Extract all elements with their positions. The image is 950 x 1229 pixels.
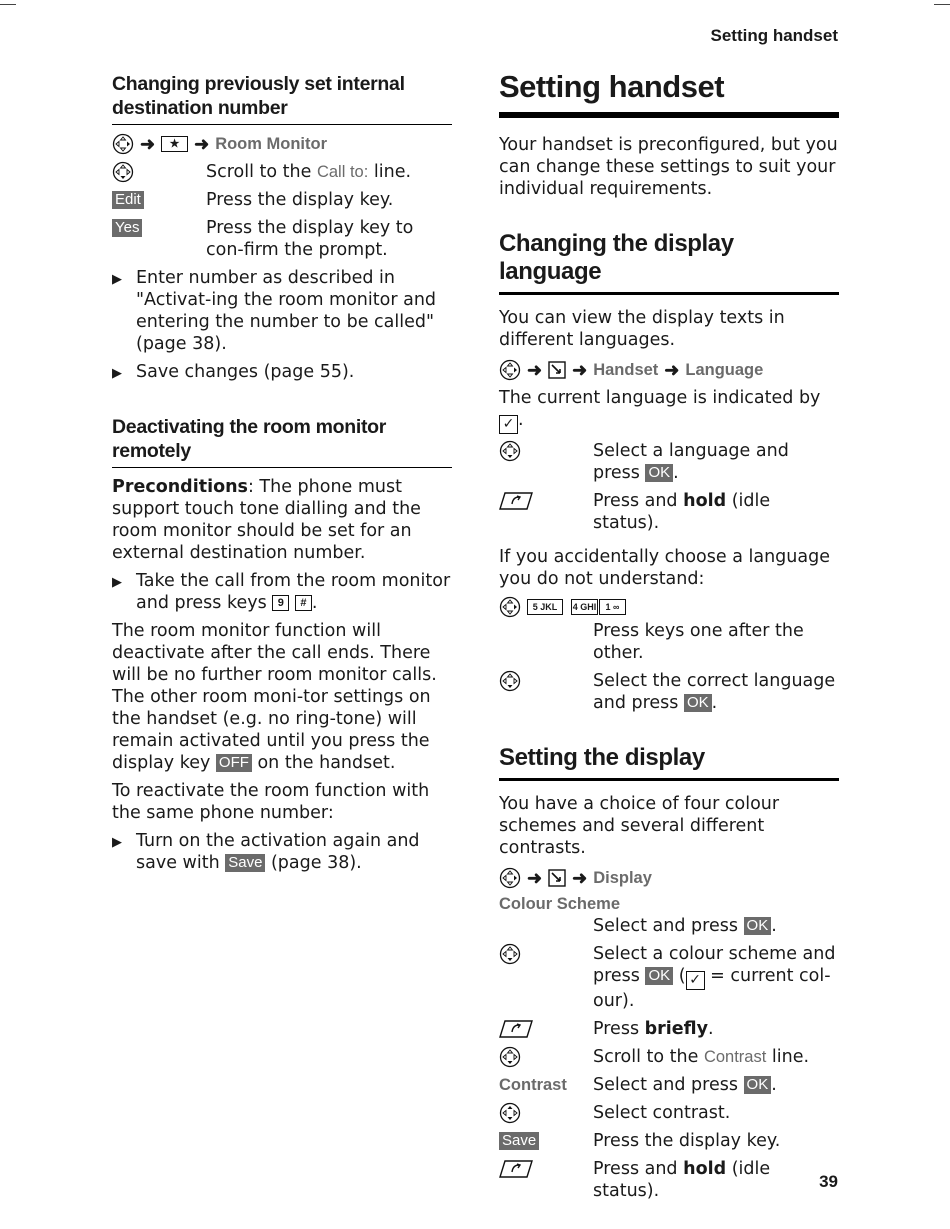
control-key-down-icon	[112, 161, 134, 183]
paragraph: If you accidentally choose a language you do not understand:	[499, 547, 830, 589]
off-softkey: OFF	[216, 754, 252, 772]
checkmark-icon: ✓	[499, 415, 518, 434]
checkmark-icon: ✓	[686, 971, 705, 990]
page-number: 39	[819, 1172, 838, 1191]
bullet-triangle-icon: ▶	[112, 272, 122, 287]
key-4-icon: 4 GHI	[571, 599, 598, 615]
control-key-down-icon	[499, 670, 521, 692]
key-5-icon: 5 JKL	[527, 599, 563, 615]
save-softkey: Save	[225, 854, 265, 872]
instruction-row: Select a language and press OK .	[499, 440, 839, 484]
paragraph: You can view the display texts in different languages.	[499, 308, 785, 350]
paragraph: The current language is indicated by ✓ .	[499, 388, 821, 432]
bullet-item: ▶ Take the call from the room monitor and press keys 9 # .	[112, 571, 451, 613]
page-title: Setting handset	[499, 70, 839, 118]
paragraph: You have a choice of four colour schemes and several different contrasts.	[499, 794, 780, 858]
menu-item-contrast-label: Contrast	[499, 1076, 567, 1094]
section-heading: Changing the display language	[499, 230, 839, 295]
left-column	[112, 72, 452, 874]
end-call-key-icon	[499, 492, 533, 510]
key-1-icon: 1 ∞	[599, 599, 626, 615]
control-key-right-icon	[499, 867, 521, 889]
edit-softkey: Edit	[112, 191, 144, 209]
menu-path	[499, 359, 839, 381]
paragraph: Your handset is preconfigured, but you can change these settings to suit your individual requirements.	[499, 135, 838, 199]
save-softkey: Save	[499, 1132, 539, 1150]
instruction-row: Save Press the display key.	[499, 1130, 839, 1152]
instruction-row: Yes Press the display key to con-firm the prompt.	[112, 217, 452, 261]
instruction-row: Select contrast.	[499, 1102, 839, 1124]
arrow-icon: ➜	[194, 134, 210, 154]
instruction-row: Press briefly.	[499, 1018, 839, 1040]
arrow-icon: ➜	[572, 868, 588, 888]
control-key-right-icon	[499, 359, 521, 381]
instruction-row: Scroll to the Contrast line.	[499, 1046, 839, 1068]
control-key-right-icon	[499, 596, 521, 618]
arrow-icon: ➜	[572, 360, 588, 380]
paragraph: To reactivate the room function with the same phone number:	[112, 781, 430, 823]
bullet-item: ▶ Enter number as described in "Activat-ing the room monitor and entering the number to be called" (page 38).	[112, 268, 437, 354]
menu-item-contrast: Contrast	[703, 1048, 767, 1066]
control-key-down-icon	[499, 440, 521, 462]
section-heading: Deactivating the room monitor remotely	[112, 415, 452, 468]
ok-softkey: OK	[744, 1076, 772, 1094]
control-key-down-icon	[499, 943, 521, 965]
arrow-icon: ➜	[527, 360, 543, 380]
menu-item-room-monitor: Room Monitor	[215, 135, 327, 153]
bullet-triangle-icon: ▶	[112, 835, 122, 850]
section-heading: Setting the display	[499, 744, 839, 781]
menu-item-call-to: Call to:	[316, 163, 369, 181]
bullet-triangle-icon: ▶	[112, 575, 122, 590]
menu-path	[499, 867, 839, 889]
ok-softkey: OK	[645, 464, 673, 482]
star-key-icon: ★	[161, 136, 188, 152]
end-call-key-icon	[499, 1020, 533, 1038]
key-9-icon: 9	[272, 595, 289, 611]
settings-tool-icon	[548, 361, 566, 379]
hash-key-icon: #	[295, 595, 312, 611]
crop-mark	[0, 4, 16, 5]
instruction-row: Scroll to the Call to: line.	[112, 161, 452, 183]
instruction-row: Press keys one after the other.	[593, 621, 804, 663]
control-key-right-icon	[112, 133, 134, 155]
menu-item-handset: Handset	[593, 361, 659, 379]
instruction-row: Edit Press the display key.	[112, 189, 452, 211]
bullet-item: ▶ Save changes (page 55).	[112, 361, 452, 385]
running-header: Setting handset	[710, 26, 838, 45]
control-key-down-icon	[499, 1046, 521, 1068]
crop-mark	[934, 4, 950, 5]
control-key-up-down-icon	[499, 1102, 521, 1124]
bullet-triangle-icon: ▶	[112, 366, 122, 381]
bullet-item: ▶ Turn on the activation again and save with Save (page 38).	[112, 831, 420, 873]
section-heading: Changing previously set internal destination number	[112, 72, 452, 125]
yes-softkey: Yes	[112, 219, 142, 237]
menu-item-colour-scheme: Colour Scheme	[499, 895, 621, 913]
menu-path	[112, 133, 452, 155]
end-call-key-icon	[499, 1160, 533, 1178]
menu-item-display: Display	[593, 869, 652, 887]
instruction-row: Press and hold (idle status).	[499, 490, 839, 534]
key-sequence	[499, 596, 839, 618]
arrow-icon: ➜	[527, 868, 543, 888]
menu-item-language: Language	[685, 361, 764, 379]
arrow-icon: ➜	[140, 134, 156, 154]
arrow-icon: ➜	[664, 360, 680, 380]
instruction-row: Select and press OK .	[593, 916, 777, 936]
ok-softkey: OK	[684, 694, 712, 712]
instruction-row: Press and hold (idle status).	[499, 1158, 839, 1202]
ok-softkey: OK	[744, 917, 772, 935]
ok-softkey: OK	[645, 967, 673, 985]
instruction-row: Contrast Select and press OK .	[499, 1075, 777, 1095]
settings-tool-icon	[548, 869, 566, 887]
paragraph: Preconditions: The phone must support touch tone dialling and the room monitor should be set for an external destination number.	[112, 477, 421, 563]
paragraph: The room monitor function will deactivate after the call ends. There will be no further room monitor calls. The other room moni-tor settings on the handset (e.g. no ring-tone) will remain activated until you press the display key OFF on the handset.	[112, 621, 437, 773]
instruction-row: Select the correct language and press OK .	[499, 670, 839, 714]
right-column	[499, 70, 839, 1202]
instruction-row: Select a colour scheme and press OK ( ✓ = current col-our).	[499, 943, 839, 1012]
